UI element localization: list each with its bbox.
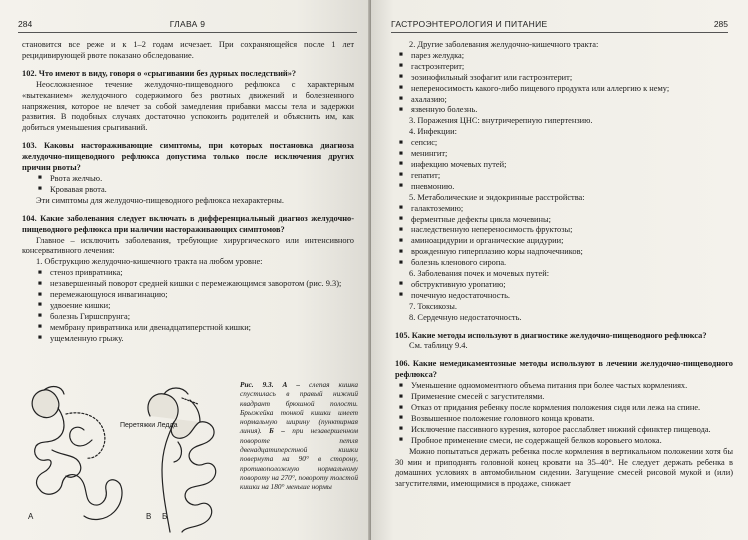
figure-label-c: Б [162,512,168,521]
list-item: ■ ахалазию; [395,95,733,106]
list-item: ■ ферментные дефекты цикла мочевины; [395,215,733,226]
question-102-number: 102. [22,68,37,78]
list-item: ■ Применение смесей с загустителями. [395,392,733,403]
list-heading-4: 4. Инфекции: [409,127,457,137]
list-item: ■ мембрану привратника или двенадцатиперстной кишки; [22,323,354,334]
list-item: ■ ущемленную грыжу. [22,334,354,345]
intro-paragraph: становится все реже и к 1–2 годам исчезает. При сохраняющейся после 1 лет рецидивирующей рвоте показано обследование. [22,40,354,60]
figure-caption [240,380,358,492]
figure-label-a: А [28,512,34,521]
question-104-number: 104. [22,213,37,223]
question-106-text: Какие немедикаментозные методы используют в лечении желудочно-пищеводного рефлюкса? [395,359,733,380]
intestine-illustration [22,380,237,540]
list-item: ■ болезнь Гиршспрунга; [22,312,354,323]
answer-104-item-1: 1. Обструкцию желудочно-кишечного тракта на любом уровне: [36,257,263,267]
question-102 [22,69,354,80]
answer-102: Неосложненное течение желудочно-пищеводного рефлюкса с характерным «вытеканием» желудочного содержимого без рвотных движений и болезненного напряжения, которое не влечет за собой замедления прибавки массы тела и задержки развития. В подобных случаях достаточно успокоить родителей и объяснить им, как добиться уменьшения срыгиваний. [22,79,354,133]
answer-103-note: Эти симптомы для желудочно-пищеводного рефлюкса нехарактерны. [36,195,284,205]
answer-106-closing: Можно попытаться держать ребенка после кормления в вертикальном положении хотя бы 30 мин и приподнять головной конец кровати на 35–40°. Не следует держать ребенка в домашних условиях в автомобильном сидении. Загущение смесей рисовой мукой и (или) загустителями, имеющимися в продаже, снижает [395,446,733,489]
list-item: ■ почечную недостаточность. [395,291,733,302]
list-item: ■ Отказ от придания ребенку после кормления положения сидя или лежа на спине. [395,403,733,414]
list-item: ■ гастроэнтерит; [395,62,733,73]
question-105-number: 105. [395,330,410,340]
caption-b-marker: Б – [261,426,293,436]
list-heading-6: 6. Заболевания почек и мочевых путей: [409,269,550,279]
list-item: ■ перемежающуюся инвагинацию; [22,290,354,301]
left-running-head [18,16,357,33]
list-item: ■ стеноз привратника; [22,268,354,279]
question-103 [22,141,354,174]
list-heading-3: 3. Поражения ЦНС: внутричерепную гипертензию. [409,116,593,126]
caption-fig-number: Рис. 9.3. [240,380,274,389]
list-item: ■ галактоземию; [395,204,733,215]
question-104-text: Какие заболевания следует включать в дифференциальный диагноз желудочно-пищеводного рефлюкса при наличии настораживающих симптомов? [22,213,355,234]
question-104 [22,214,354,236]
question-103-text: Каковы настораживающие симптомы, при которых постановка диагноза желудочно-пищеводного рефлюкса допустима только после исключения других причин рвоты? [22,141,354,173]
list-item: ■ Пробное применение смеси, не содержащей белков коровьего молока. [395,436,733,447]
left-column [22,40,354,345]
section-title: ГАСТРОЭНТЕРОЛОГИЯ И ПИТАНИЕ [391,19,548,29]
list-item: ■ сепсис; [395,138,733,149]
answer-104-intro: Главное – исключить заболевания, требующие хирургического или интенсивного консервативного лечения: [22,235,354,256]
list-heading-5: 5. Метаболические и эндокринные расстройства: [409,192,585,202]
list-item: ■ Уменьшение одномоментного объема питания при более частых кормлениях. [395,381,733,392]
list-item: ■ Исключение пассивного курения, которое расслабляет нижний сфинктер пищевода. [395,425,733,436]
right-page-number: 285 [713,19,728,29]
figure-label-b: В [146,512,152,521]
question-105-text: Какие методы используют в диагностике желудочно-пищеводного рефлюкса? [411,330,707,340]
list-item: ■ менингит; [395,149,733,160]
caption-b-text: при незавершенном повороте петля двенадцатиперстной кишки повернута на 90° в сторону, противоположную нормальному повороту на 270°, повороту толстой кишки на 180° меньше нормы [240,426,358,492]
list-item: ■ гепатит; [395,171,733,182]
question-103-number: 103. [22,141,37,151]
list-item: ■ болезнь кленового сиропа. [395,258,733,269]
list-item: ■ эозинофильный эзофагит или гастроэнтерит; [395,73,733,84]
list-item: ■ язвенную болезнь. [395,105,733,116]
caption-a-marker: А – [273,380,310,389]
list-item: ■ врожденную гиперплазию коры надпочечников; [395,247,733,258]
caption-a-text: слепая кишка спустилась в правый нижний квадрант брюшной полости. Брыжейка тонкой кишки имеет нормальную ширину (пунктирная линия). [240,380,358,436]
left-page [0,0,371,540]
question-106 [395,359,733,381]
list-item: ■ Рвота желчью. [22,174,354,185]
left-page-number: 284 [18,19,33,29]
list-item: ■ непереносимость какого-либо пищевого продукта или аллергию к нему; [395,84,733,95]
list-item: ■ Кровавая рвота. [22,185,354,196]
list-item: ■ аминоацидурии и органические ацидурии; [395,236,733,247]
ladd-bands-label: Перетяжки Ледда [120,422,178,429]
list-heading-2: 2. Другие заболевания желудочно-кишечного тракта: [409,40,599,49]
right-page [371,0,748,540]
right-column [395,40,733,490]
list-heading-7: 7. Токсикозы. [409,301,457,311]
figure-9-3 [22,380,358,540]
list-heading-8: 8. Сердечную недостаточность. [409,312,522,322]
list-item: ■ парез желудка; [395,51,733,62]
list-item: ■ удвоение кишки; [22,301,354,312]
list-item: ■ незавершенный поворот средней кишки с перемежающимся заворотом (рис. 9.3); [22,279,354,290]
question-105 [395,331,733,342]
question-106-number: 106. [395,359,410,369]
question-102-text: Что имеют в виду, говоря о «срыгивании без дурных последствий»? [38,68,297,78]
list-item: ■ инфекцию мочевых путей; [395,160,733,171]
list-item: ■ Возвышенное положение головного конца кровати. [395,414,733,425]
list-item: ■ наследственную непереносимость фруктозы; [395,225,733,236]
list-item: ■ обструктивную уропатию; [395,280,733,291]
chapter-title: ГЛАВА 9 [169,19,206,29]
list-item: ■ пневмонию. [395,182,733,193]
answer-105: См. таблицу 9.4. [409,341,468,351]
right-running-head [391,16,728,33]
